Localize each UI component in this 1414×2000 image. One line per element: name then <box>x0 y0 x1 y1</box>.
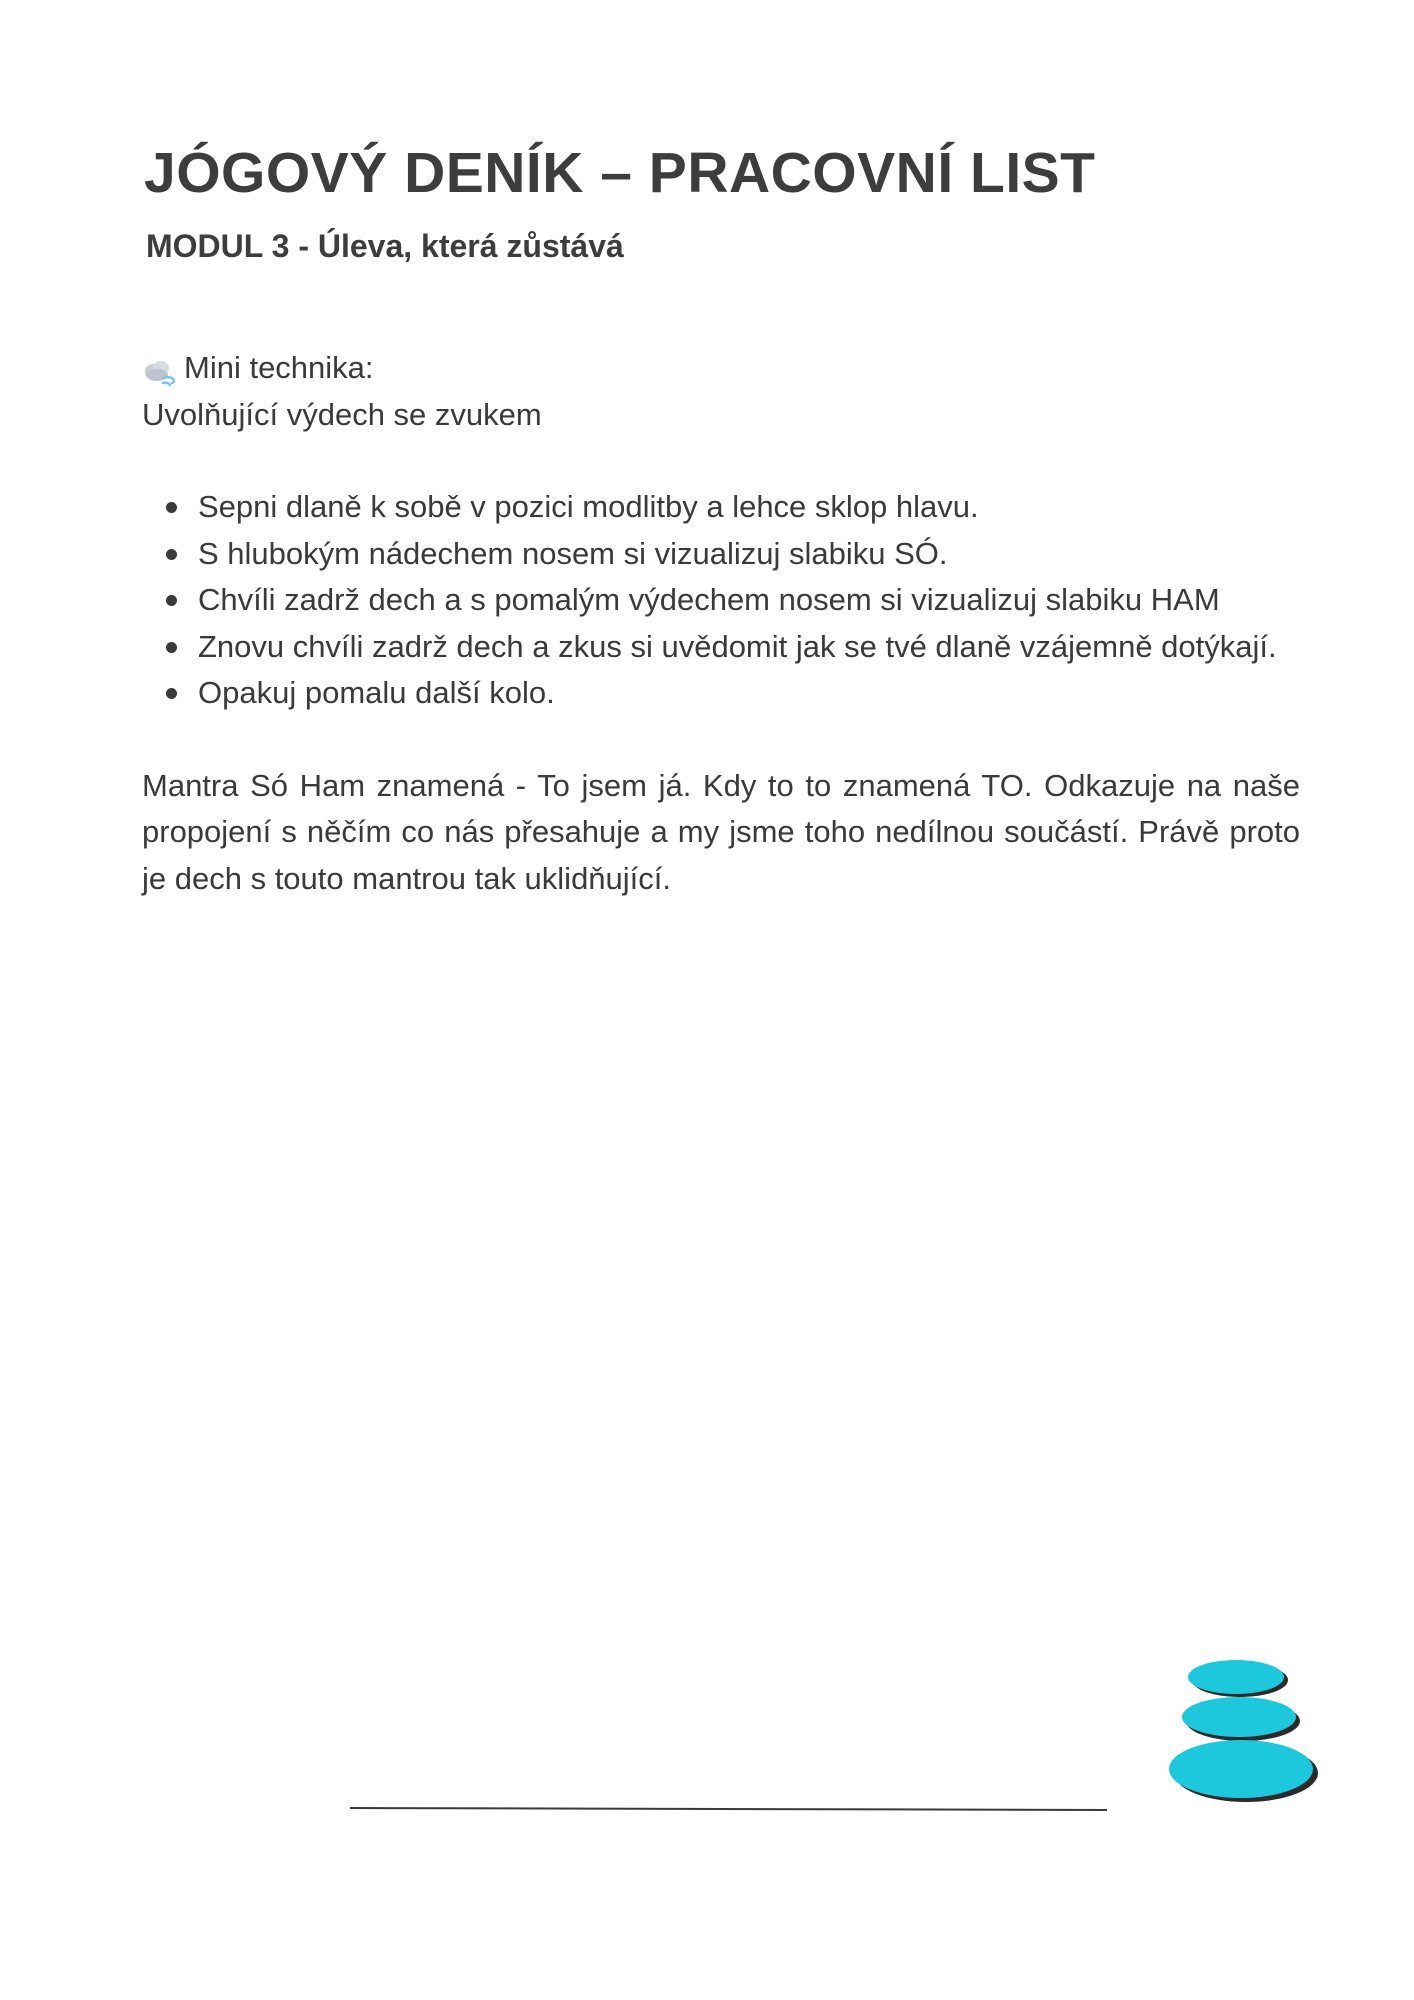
step-text: Sepni dlaně k sobě v pozici modlitby a lehce sklop hlavu. <box>198 489 979 524</box>
technique-name: Uvolňující výdech se zvukem <box>142 396 542 432</box>
step-text: Znovu chvíli zadrž dech a zkus si uvědomit jak se tvé dlaně vzájemně dotýkají. <box>198 628 1277 664</box>
list-item <box>198 531 1300 578</box>
steps-list <box>142 484 1300 717</box>
bullet-icon <box>166 549 177 560</box>
cloud-wind-icon <box>142 355 178 385</box>
step-text: Opakuj pomalu další kolo. <box>198 675 555 710</box>
technique-heading <box>142 345 1300 392</box>
bullet-icon <box>166 642 177 653</box>
worksheet-content <box>142 345 1300 902</box>
page-title: JÓGOVÝ DENÍK – PRACOVNÍ LIST <box>144 141 1096 205</box>
bullet-icon <box>166 595 177 606</box>
list-item <box>198 670 1300 717</box>
list-item <box>198 577 1300 624</box>
step-text: S hlubokým nádechem nosem si vizualizuj slabiku SÓ. <box>198 535 948 571</box>
module-subtitle: MODUL 3 - Úleva, která zůstává <box>146 228 624 264</box>
stacked-stones-icon <box>1168 1660 1338 1810</box>
list-item <box>198 484 1300 531</box>
bullet-icon <box>166 502 177 513</box>
list-item <box>198 624 1300 671</box>
mantra-paragraph: Mantra Só Ham znamená - To jsem já. Kdy to to znamená TO. Odkazuje na naše propojení s něčím co nás přesahuje a my jsme toho nedílnou součástí. Právě proto je dech s touto mantrou tak uklidňující. <box>142 767 1300 896</box>
bullet-icon <box>166 688 177 699</box>
technique-label: Mini technika: <box>184 350 374 385</box>
step-text: Chvíli zadrž dech a s pomalým výdechem nosem si vizualizuj slabiku HAM <box>198 582 1220 617</box>
signature-line <box>350 1807 1107 1811</box>
